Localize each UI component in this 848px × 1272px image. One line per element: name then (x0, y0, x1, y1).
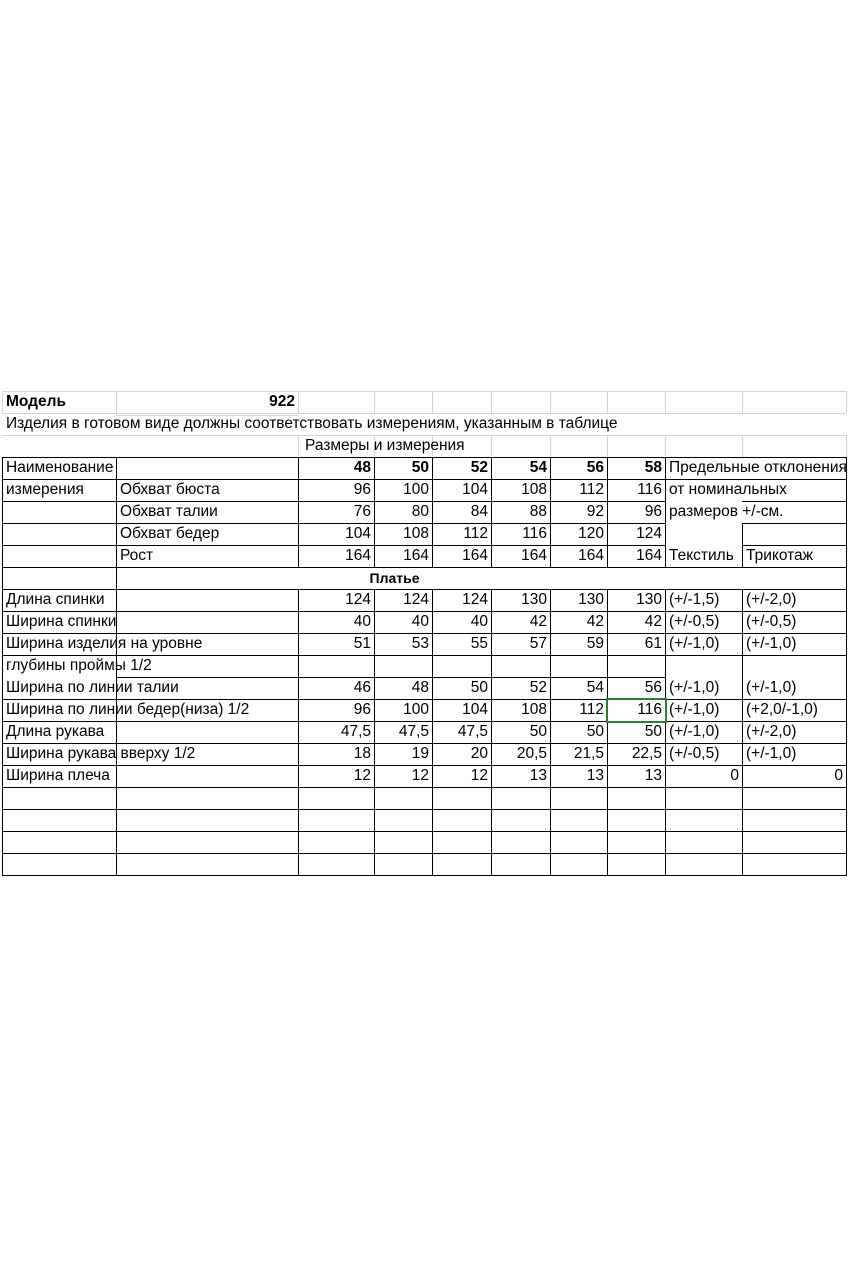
body-measurement-value[interactable]: 100 (403, 481, 429, 498)
tolerance-textile[interactable]: (+/-1,0) (669, 635, 720, 652)
body-measurement-value[interactable]: 112 (579, 481, 604, 498)
size-header-58[interactable]: 58 (644, 459, 662, 476)
product-row-value[interactable]: 12 (353, 767, 371, 784)
product-row-label[interactable]: Ширина плеча (6, 767, 110, 784)
body-measurement-value[interactable]: 112 (463, 525, 488, 542)
body-measurement-value[interactable]: 104 (462, 481, 488, 498)
body-measurement-value[interactable]: 124 (636, 525, 662, 542)
grid-line (298, 435, 299, 457)
product-row-value[interactable]: 100 (403, 701, 429, 718)
product-row-label[interactable]: Ширина по линии талии (6, 679, 179, 696)
tolerance-knit[interactable]: (+2,0/-1,0) (746, 701, 818, 718)
body-measurement-value[interactable]: 116 (522, 525, 547, 542)
grid-line (665, 391, 666, 413)
body-measurement-value[interactable]: 80 (411, 503, 429, 520)
body-measurement-value[interactable]: 164 (636, 547, 662, 564)
body-measurement-label[interactable]: Обхват бюста (120, 481, 220, 498)
tolerance-knit[interactable]: (+/-1,0) (746, 745, 797, 762)
tolerance-knit[interactable]: (+/-1,0) (746, 679, 797, 696)
product-row-value[interactable]: 108 (521, 701, 547, 718)
tolerance-textile[interactable]: (+/-0,5) (669, 745, 720, 762)
grid-line (742, 391, 743, 413)
product-row-value[interactable]: 20,5 (516, 745, 547, 762)
body-measurement-value[interactable]: 76 (353, 503, 371, 520)
grid-line (607, 391, 608, 413)
product-row-value[interactable]: 124 (403, 591, 429, 608)
body-measurement-value[interactable]: 108 (403, 525, 429, 542)
product-row-value[interactable]: 116 (637, 701, 662, 718)
product-row-label[interactable]: Длина спинки (6, 591, 105, 608)
product-row-value[interactable]: 22,5 (631, 745, 662, 762)
tolerance-header-line2[interactable]: от номинальных (669, 481, 787, 498)
product-row-value[interactable]: 53 (411, 635, 429, 652)
model-label[interactable]: Модель (6, 393, 67, 410)
size-header-50[interactable]: 50 (411, 459, 429, 476)
product-row-label[interactable]: Ширина спинки (6, 613, 117, 630)
product-row-value[interactable]: 112 (579, 701, 604, 718)
grid-line (432, 391, 433, 413)
tolerance-knit[interactable]: (+/-1,0) (746, 635, 797, 652)
grid-line (491, 391, 492, 413)
section-header[interactable]: Размеры и измерения (305, 437, 465, 454)
grid-line (550, 435, 551, 457)
cell-border (2, 787, 847, 788)
size-header-56[interactable]: 56 (586, 459, 604, 476)
product-row-value[interactable]: 51 (353, 635, 371, 652)
cell-border (2, 809, 847, 810)
size-chart-sheet (0, 388, 848, 881)
body-measurement-label[interactable]: Рост (120, 547, 154, 564)
product-row-value[interactable]: 42 (644, 613, 662, 630)
product-row-value[interactable]: 50 (586, 723, 604, 740)
product-row-value[interactable]: 19 (411, 745, 429, 762)
product-row-value[interactable]: 50 (529, 723, 547, 740)
product-row-value[interactable]: 47,5 (457, 723, 488, 740)
tolerance-textile[interactable]: (+/-1,0) (669, 679, 720, 696)
product-row-value[interactable]: 18 (353, 745, 371, 762)
tolerance-header-line1[interactable]: Предельные отклонения (669, 459, 847, 476)
grid-line (374, 391, 375, 413)
product-row-label[interactable]: Ширина рукава вверху 1/2 (6, 745, 196, 762)
product-row-value[interactable]: 13 (586, 767, 604, 784)
cell-border (2, 853, 847, 854)
product-row-label[interactable]: Длина рукава (6, 723, 105, 740)
tolerance-textile[interactable]: (+/-0,5) (669, 613, 720, 630)
body-measurement-value[interactable]: 96 (644, 503, 662, 520)
product-row-value[interactable]: 20 (470, 745, 488, 762)
body-measurement-value[interactable]: 84 (470, 503, 488, 520)
body-measurement-value[interactable]: 164 (521, 547, 547, 564)
product-row-value[interactable]: 40 (470, 613, 488, 630)
body-measurement-value[interactable]: 164 (345, 547, 371, 564)
product-row-value[interactable]: 50 (470, 679, 488, 696)
tolerance-textile[interactable]: 0 (730, 767, 739, 784)
body-measurement-value[interactable]: 88 (529, 503, 547, 520)
product-row-value[interactable]: 130 (578, 591, 604, 608)
name-header-line1[interactable]: Наименование (6, 459, 114, 476)
product-row-value[interactable]: 47,5 (398, 723, 429, 740)
body-measurement-value[interactable]: 92 (586, 503, 604, 520)
grid-line (742, 435, 743, 457)
tolerance-textile[interactable]: (+/-1,0) (669, 723, 720, 740)
product-row-value[interactable]: 50 (644, 723, 662, 740)
name-header-line2[interactable]: измерения (6, 481, 84, 498)
body-measurement-label[interactable]: Обхват бедер (120, 525, 220, 542)
tolerance-textile[interactable]: (+/-1,0) (669, 701, 720, 718)
cell-border (2, 831, 847, 832)
body-measurement-value[interactable]: 120 (578, 525, 604, 542)
product-row-value[interactable]: 104 (462, 701, 488, 718)
product-row-value[interactable]: 57 (529, 635, 547, 652)
product-title[interactable]: Платье (369, 570, 420, 586)
tolerance-header-line3[interactable]: размеров +/-см. (669, 503, 784, 520)
product-row-value[interactable]: 52 (529, 679, 547, 696)
grid-line (607, 435, 608, 457)
body-measurement-value[interactable]: 164 (403, 547, 429, 564)
fabric-knit[interactable]: Трикотаж (746, 547, 814, 564)
size-header-52[interactable]: 52 (470, 459, 488, 476)
product-row-value[interactable]: 12 (470, 767, 488, 784)
product-row-value[interactable]: 48 (411, 679, 429, 696)
grid-line (665, 435, 666, 457)
grid-line (298, 391, 299, 413)
product-row-value[interactable]: 54 (586, 679, 604, 696)
product-row-value[interactable]: 21,5 (573, 745, 604, 762)
model-number[interactable]: 922 (269, 393, 295, 410)
tolerance-textile[interactable]: (+/-1,5) (669, 591, 720, 608)
product-row-label[interactable]: глубины проймы 1/2 (6, 657, 152, 674)
body-measurement-label[interactable]: Обхват талии (120, 503, 218, 520)
body-measurement-value[interactable]: 104 (345, 525, 371, 542)
tolerance-knit[interactable]: (+/-0,5) (746, 613, 797, 630)
product-row-value[interactable]: 130 (636, 591, 662, 608)
body-measurement-value[interactable]: 164 (462, 547, 488, 564)
tolerance-knit[interactable]: (+/-2,0) (746, 591, 797, 608)
product-row-value[interactable]: 46 (353, 679, 371, 696)
product-row-value[interactable]: 13 (529, 767, 547, 784)
product-row-value[interactable]: 56 (644, 679, 662, 696)
cell-border (742, 523, 847, 524)
grid-line (846, 391, 847, 413)
product-row-value[interactable]: 96 (353, 701, 371, 718)
product-row-value[interactable]: 13 (644, 767, 662, 784)
product-row-value[interactable]: 55 (470, 635, 488, 652)
size-header-48[interactable]: 48 (353, 459, 371, 476)
product-row-value[interactable]: 42 (529, 613, 547, 630)
product-row-value[interactable]: 40 (353, 613, 371, 630)
body-measurement-value[interactable]: 108 (521, 481, 547, 498)
product-row-value[interactable]: 124 (345, 591, 371, 608)
product-row-label[interactable]: Ширина по линии бедер(низа) 1/2 (6, 701, 250, 718)
tolerance-knit[interactable]: (+/-2,0) (746, 723, 797, 740)
product-row-value[interactable]: 42 (586, 613, 604, 630)
tolerance-knit[interactable]: 0 (834, 767, 843, 784)
fabric-textile[interactable]: Текстиль (669, 547, 734, 564)
body-measurement-value[interactable]: 164 (578, 547, 604, 564)
product-row-label[interactable]: Ширина изделия на уровне (6, 635, 203, 652)
product-row-value[interactable]: 130 (521, 591, 547, 608)
cell-border (2, 875, 847, 876)
product-row-value[interactable]: 47,5 (340, 723, 371, 740)
grid-line (846, 435, 847, 457)
size-header-54[interactable]: 54 (529, 459, 547, 476)
product-row-value[interactable]: 124 (462, 591, 488, 608)
product-row-value[interactable]: 61 (644, 635, 662, 652)
grid-line (550, 391, 551, 413)
product-row-value[interactable]: 59 (586, 635, 604, 652)
product-row-value[interactable]: 40 (411, 613, 429, 630)
intro-text[interactable]: Изделия в готовом виде должны соответствовать измерениям, указанным в таблице (6, 415, 618, 432)
body-measurement-value[interactable]: 96 (353, 481, 371, 498)
body-measurement-value[interactable]: 116 (637, 481, 662, 498)
product-row-value[interactable]: 12 (411, 767, 429, 784)
